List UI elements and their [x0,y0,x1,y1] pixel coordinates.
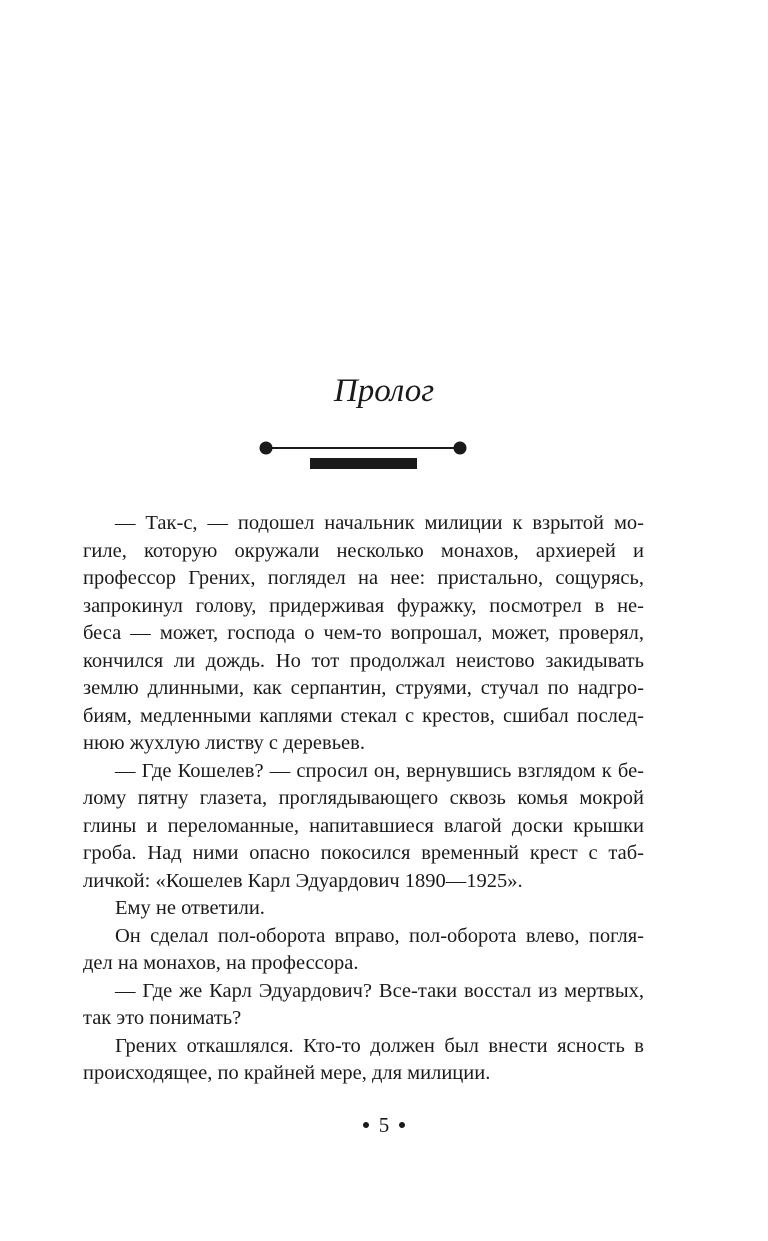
text-line: гроба. Над ними опасно покосился временный крест с таб- [83,842,644,864]
text-line: лому пятну глазета, проглядывающего сквозь комья мокрой [83,787,644,809]
text-line: личкой: «Кошелев Карл Эдуардович 1890—1925». [83,869,523,892]
text-line: беса — может, господа о чем-то вопрошал, может, проверял, [83,622,644,644]
text-line: землю длинными, как серпантин, струями, стучал по надгро- [83,677,644,699]
text-line: биям, медленными каплями стекал с крестов, сшибал послед- [83,704,644,727]
text-line: происходящее, по крайней мере, для милиции. [83,1062,491,1084]
text-line: запрокинул голову, придерживая фуражку, посмотрел в не- [83,594,644,617]
text-line: профессор Грених, поглядел на нее: пристально, сощурясь, [83,567,644,589]
folio-bullet-left [363,1122,369,1128]
page-number: 5 [378,1113,390,1137]
text-line: — Где же Карл Эдуардович? Все-таки восстал из мертвых, [115,979,644,1002]
text-line: Ему не ответили. [115,897,265,919]
chapter-title: Пролог [333,373,435,409]
page-folio [0,1110,768,1140]
text-line: нюю жухлую листву с деревьев. [83,732,365,754]
text-line: глины и переломанные, напитавшиеся влагой доски крышки [83,814,644,837]
text-line: Грених откашлялся. Кто-то должен был внести ясность в [115,1034,644,1057]
folio-bullet-right [399,1122,405,1128]
text-line: гиле, которую окружали несколько монахов, архиерей и [83,539,644,562]
text-line: — Так-с, — подошел начальник милиции к взрытой мо- [115,512,644,534]
text-line: кончился ли дождь. Но тот продолжал неистово закидывать [83,649,644,672]
text-line: Он сделал пол-оборота вправо, пол-оборота влево, погля- [115,924,644,947]
ornament-dot-right [454,442,467,455]
title-ornament [258,438,470,472]
ornament-bar [310,458,417,469]
text-line: так это понимать? [83,1007,242,1029]
text-line: — Где Кошелев? — спросил он, вернувшись взглядом к бе- [115,759,644,782]
text-line: дел на монахов, на профессора. [83,952,359,974]
prologue-text [83,510,644,1088]
